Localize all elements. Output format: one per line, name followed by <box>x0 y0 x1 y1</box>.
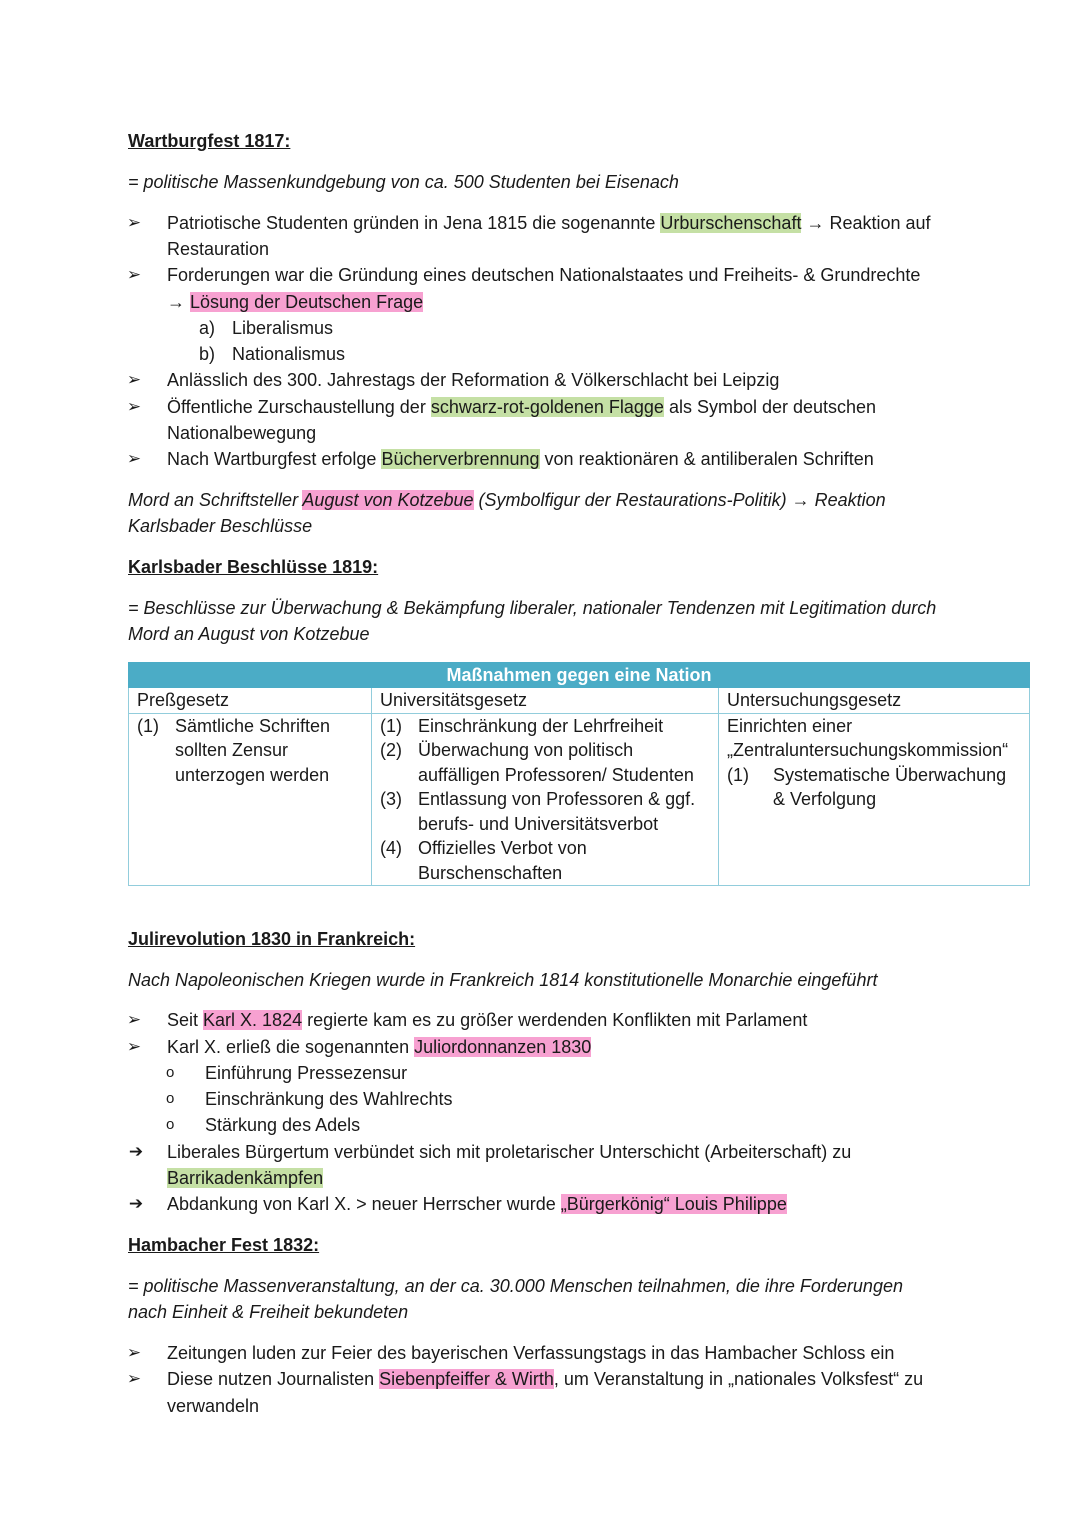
wartburg-bullet-4: Öffentliche Zurschaustellung der schwarz-rot-goldenen Flagge als Symbol der deutschen <box>167 397 877 417</box>
karlsbad-definition: = Beschlüsse zur Überwachung & Bekämpfung liberaler, nationaler Tendenzen mit Legitimation durch <box>128 598 937 618</box>
bullet-icon: ➢ <box>126 1369 142 1388</box>
circle-bullet-icon: o <box>166 1090 175 1107</box>
juli-intro: Nach Napoleonischen Kriegen wurde in Frankreich 1814 konstitutionelle Monarchie eingeführt <box>128 970 878 990</box>
bullet-icon: ➢ <box>126 213 142 232</box>
hambach-bullet-2-cont: verwandeln <box>167 1396 260 1416</box>
wartburg-bullet-3: Anlässlich des 300. Jahrestags der Reformation & Völkerschlacht bei Leipzig <box>167 370 780 390</box>
highlight-flagge: schwarz-rot-goldenen Flagge <box>430 397 664 417</box>
hambach-bullet-1: Zeitungen luden zur Feier des bayerischen Verfassungstags in das Hambacher Schloss ein <box>167 1343 895 1363</box>
bullet-icon: ➢ <box>126 1010 142 1029</box>
wartburg-bullet-2-cont <box>167 289 423 315</box>
juli-sub-2: Einschränkung des Wahlrechts <box>205 1089 453 1109</box>
highlight-barrikadenkaempfe: Barrikadenkämpfen <box>167 1168 324 1188</box>
sub-label-b: b) <box>199 344 216 364</box>
wartburg-heading: Wartburgfest 1817: <box>128 131 291 151</box>
circle-bullet-icon: o <box>166 1064 175 1081</box>
karlsbad-heading: Karlsbader Beschlüsse 1819: <box>128 557 379 577</box>
juli-bullet-2: Karl X. erließ die sogenannten Juliordonnanzen 1830 <box>167 1037 592 1057</box>
cell-untersuchungsgesetz: Einrichten einer „Zentraluntersuchungskommission“ (1) Systematische Überwachung & Verfolgung <box>719 713 1030 886</box>
juli-heading: Julirevolution 1830 in Frankreich: <box>128 929 416 949</box>
juli-bullet-1: Seit Karl X. 1824 regierte kam es zu größer werdenden Konflikten mit Parlament <box>167 1010 808 1030</box>
col-head-universitaetsgesetz: Universitätsgesetz <box>372 688 719 714</box>
karlsbad-definition-cont: Mord an August von Kotzebue <box>128 624 370 644</box>
hambach-definition: = politische Massenveranstaltung, an der ca. 30.000 Menschen teilnahmen, die ihre Forderungen <box>128 1276 903 1296</box>
cell-universitaetsgesetz: (1) Einschränkung der Lehrfreiheit (2) Überwachung von politisch auffälligen Professoren/ Studenten (3) Entlassung von Professoren & ggf. berufs- und Universitätsverbot (4) Offizielles Verbot von Burschenschaften <box>372 713 719 886</box>
hambach-definition-cont: nach Einheit & Freiheit bekundeten <box>128 1302 409 1322</box>
wartburg-bullet-4-cont: Nationalbewegung <box>167 423 317 443</box>
wartburg-bullet-2: Forderungen war die Gründung eines deutschen Nationalstaates und Freiheits- & Grundrechte <box>167 265 921 285</box>
juli-arrow-1: Liberales Bürgertum verbündet sich mit proletarischer Unterschicht (Arbeiterschaft) zu <box>167 1142 852 1162</box>
arrow-icon: ➔ <box>128 1142 144 1161</box>
bullet-icon: ➢ <box>126 449 142 468</box>
bullet-icon: ➢ <box>126 1343 142 1362</box>
juli-arrow-1-cont <box>167 1165 323 1191</box>
wartburg-bullet-1: Patriotische Studenten gründen in Jena 1815 die sogenannte Urburschenschaft → Reaktion auf <box>167 213 931 233</box>
col-head-pressgesetz: Preßgesetz <box>129 688 372 714</box>
cell-pressgesetz: (1) Sämtliche Schriften sollten Zensur unterzogen werden <box>129 713 372 886</box>
highlight-karl-x: Karl X. 1824 <box>203 1010 303 1030</box>
highlight-urburschenschaft: Urburschenschaft <box>660 213 802 233</box>
kotzebue-note: Mord an Schriftsteller August von Kotzebue (Symbolfigur der Restaurations-Politik) → Reaktion <box>128 490 886 510</box>
sub-item-nationalismus: Nationalismus <box>232 344 346 364</box>
arrow-icon: ➔ <box>128 1194 144 1213</box>
highlight-siebenpfeiffer-wirth: Siebenpfeiffer & Wirth <box>379 1369 554 1389</box>
juli-sub-1: Einführung Pressezensur <box>205 1063 408 1083</box>
hambach-bullet-2: Diese nutzen Journalisten Siebenpfeiffer & Wirth, um Veranstaltung in „nationales Volksfest“ zu <box>167 1369 924 1389</box>
col-head-untersuchungsgesetz: Untersuchungsgesetz <box>719 688 1030 714</box>
bullet-icon: ➢ <box>126 265 142 284</box>
sub-label-a: a) <box>199 318 216 338</box>
highlight-juliordonnanzen: Juliordonnanzen 1830 <box>414 1037 592 1057</box>
kotzebue-note-cont: Karlsbader Beschlüsse <box>128 516 313 536</box>
hambach-heading: Hambacher Fest 1832: <box>128 1235 320 1255</box>
juli-sub-3: Stärkung des Adels <box>205 1115 361 1135</box>
highlight-deutsche-frage: Lösung der Deutschen Frage <box>190 292 424 312</box>
highlight-louis-philippe: „Bürgerkönig“ Louis Philippe <box>560 1194 787 1214</box>
juli-arrow-2: Abdankung von Karl X. > neuer Herrscher wurde „Bürgerkönig“ Louis Philippe <box>167 1194 787 1214</box>
wartburg-definition: = politische Massenkundgebung von ca. 500 Studenten bei Eisenach <box>128 172 679 192</box>
wartburg-bullet-5: Nach Wartburgfest erfolge Bücherverbrennung von reaktionären & antiliberalen Schriften <box>167 449 874 469</box>
arrow-icon: → <box>167 292 191 312</box>
wartburg-bullet-1-cont: Restauration <box>167 239 270 259</box>
bullet-icon: ➢ <box>126 370 142 389</box>
circle-bullet-icon: o <box>166 1116 175 1133</box>
bullet-icon: ➢ <box>126 1037 142 1056</box>
measures-table <box>128 662 1030 886</box>
table-title: Maßnahmen gegen eine Nation <box>129 663 1030 688</box>
highlight-buecherverbrennung: Bücherverbrennung <box>381 449 540 469</box>
sub-item-liberalismus: Liberalismus <box>232 318 334 338</box>
bullet-icon: ➢ <box>126 397 142 416</box>
highlight-kotzebue: August von Kotzebue <box>302 490 474 510</box>
